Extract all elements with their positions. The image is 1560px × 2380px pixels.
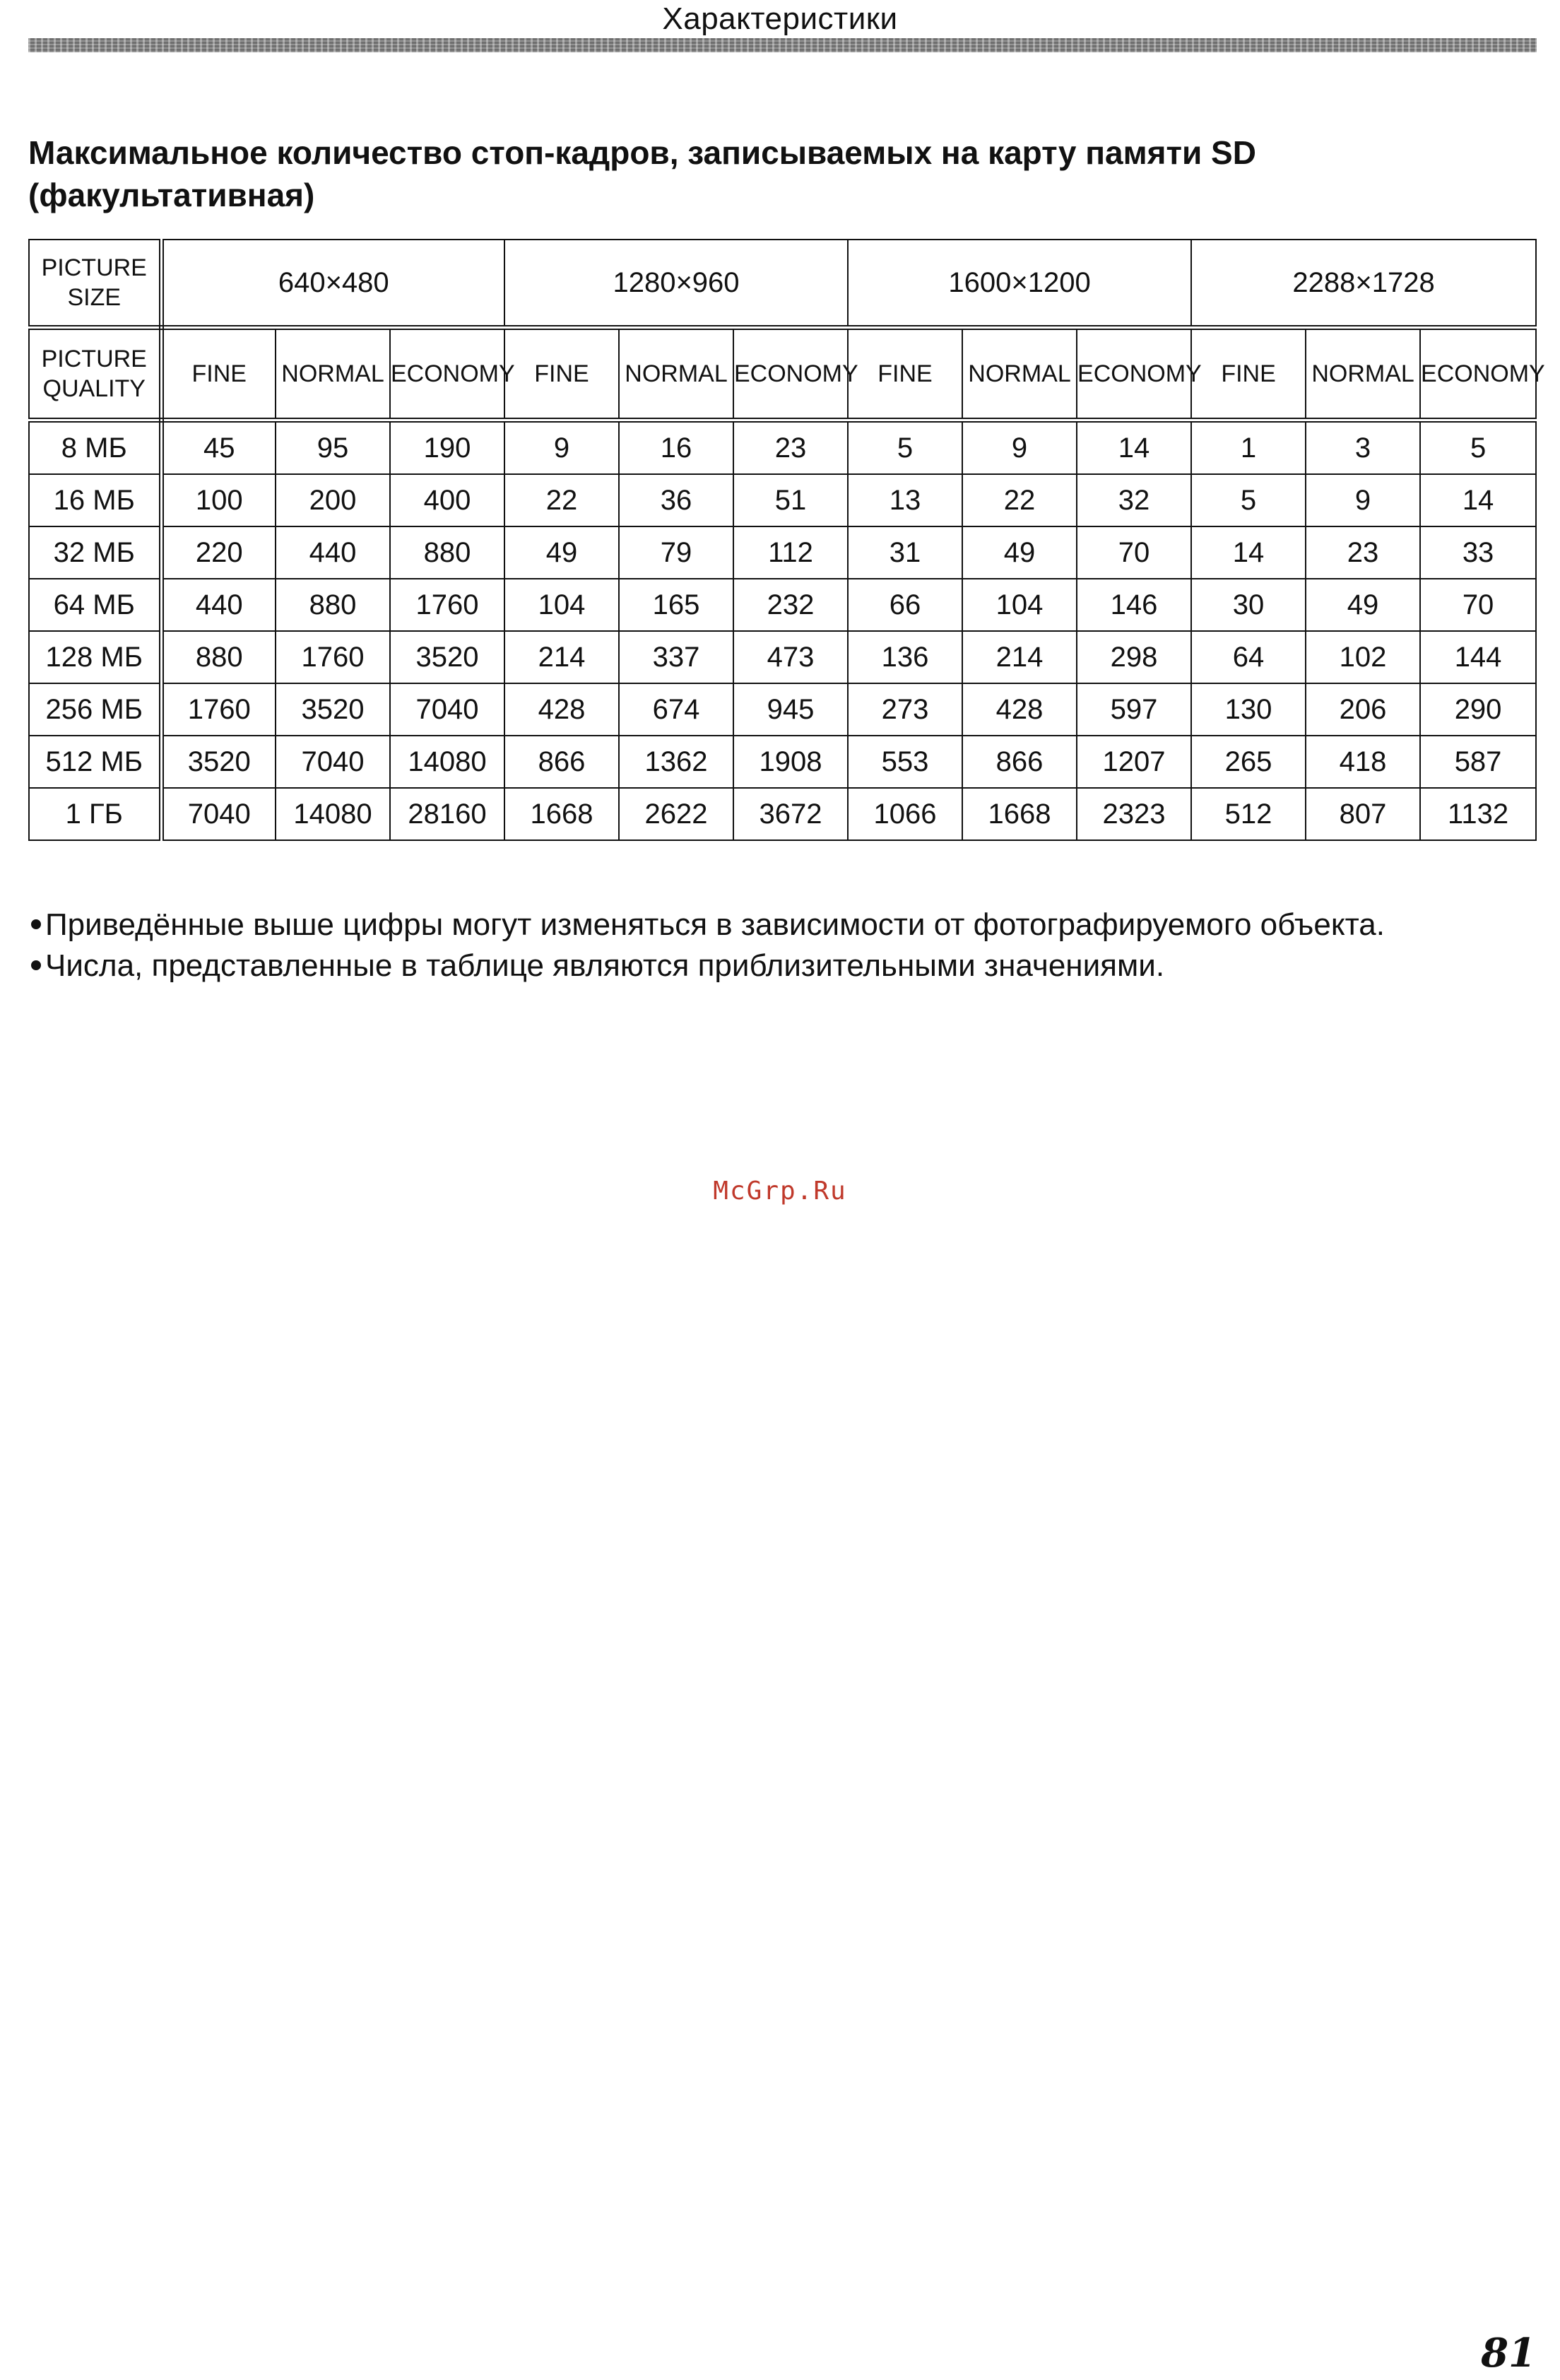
frame-count-cell: 5: [1420, 420, 1536, 475]
frame-count-cell: 3520: [390, 631, 504, 683]
page-header-title: Характеристики: [662, 1, 898, 36]
frame-count-cell: 45: [161, 420, 276, 475]
frame-count-cell: 440: [276, 526, 390, 579]
frame-count-cell: 3672: [733, 788, 848, 840]
frame-count-cell: 144: [1420, 631, 1536, 683]
frame-count-cell: 5: [1191, 474, 1306, 526]
frame-count-cell: 28160: [390, 788, 504, 840]
resolution-header: 2288×1728: [1191, 240, 1536, 328]
quality-header: NORMAL: [962, 328, 1077, 420]
frame-count-cell: 7040: [161, 788, 276, 840]
frame-count-cell: 190: [390, 420, 504, 475]
quality-header: FINE: [848, 328, 962, 420]
frame-count-cell: 3520: [161, 736, 276, 788]
frame-count-cell: 13: [848, 474, 962, 526]
bullet-icon: [31, 960, 41, 970]
frame-count-cell: 674: [619, 683, 733, 736]
frame-count-cell: 220: [161, 526, 276, 579]
frame-count-cell: 1207: [1077, 736, 1191, 788]
frame-count-cell: 880: [161, 631, 276, 683]
capacity-table: [28, 239, 1545, 841]
card-capacity-cell: 512 МБ: [29, 736, 161, 788]
frame-count-cell: 51: [733, 474, 848, 526]
frame-count-cell: 206: [1306, 683, 1420, 736]
frame-count-cell: 2622: [619, 788, 733, 840]
table-row: [29, 474, 1536, 526]
section-title-line-1: Максимальное количество стоп-кадров, записываемых на карту памяти SD: [28, 134, 1256, 171]
table-row: [29, 736, 1536, 788]
card-capacity-cell: 32 МБ: [29, 526, 161, 579]
frame-count-cell: 553: [848, 736, 962, 788]
frame-count-cell: 298: [1077, 631, 1191, 683]
frame-count-cell: 146: [1077, 579, 1191, 631]
frame-count-cell: 16: [619, 420, 733, 475]
frame-count-cell: 428: [962, 683, 1077, 736]
notes: [28, 905, 1540, 986]
frame-count-cell: 64: [1191, 631, 1306, 683]
frame-count-cell: 866: [962, 736, 1077, 788]
table-row: [29, 683, 1536, 736]
frame-count-cell: 49: [1306, 579, 1420, 631]
frame-count-cell: 22: [504, 474, 619, 526]
frame-count-cell: 49: [504, 526, 619, 579]
frame-count-cell: 30: [1191, 579, 1306, 631]
frame-count-cell: 400: [390, 474, 504, 526]
frame-count-cell: 1760: [161, 683, 276, 736]
frame-count-cell: 79: [619, 526, 733, 579]
resolution-header: 1600×1200: [848, 240, 1191, 328]
frame-count-cell: 23: [733, 420, 848, 475]
card-capacity-cell: 16 МБ: [29, 474, 161, 526]
frame-count-cell: 70: [1077, 526, 1191, 579]
frame-count-cell: 14: [1077, 420, 1191, 475]
frame-count-cell: 31: [848, 526, 962, 579]
frame-count-cell: 1362: [619, 736, 733, 788]
page-number: 81: [1481, 2330, 1536, 2376]
table-row: [29, 420, 1536, 475]
frame-count-cell: 440: [161, 579, 276, 631]
frame-count-cell: 112: [733, 526, 848, 579]
frame-count-cell: 23: [1306, 526, 1420, 579]
picture-size-label: PICTURE SIZE: [29, 240, 161, 328]
frame-count-cell: 587: [1420, 736, 1536, 788]
frame-count-cell: 102: [1306, 631, 1420, 683]
note-item: Числа, представленные в таблице являются приблизительными значениями.: [28, 945, 1540, 986]
frame-count-cell: 265: [1191, 736, 1306, 788]
frame-count-cell: 1: [1191, 420, 1306, 475]
quality-header: FINE: [1191, 328, 1306, 420]
frame-count-cell: 1760: [390, 579, 504, 631]
frame-count-cell: 880: [276, 579, 390, 631]
section-title: [28, 131, 1512, 216]
frame-count-cell: 200: [276, 474, 390, 526]
header-rule: [28, 38, 1537, 52]
frame-count-cell: 1908: [733, 736, 848, 788]
quality-header: NORMAL: [276, 328, 390, 420]
table-row: [29, 631, 1536, 683]
frame-count-cell: 104: [962, 579, 1077, 631]
frame-count-cell: 512: [1191, 788, 1306, 840]
card-capacity-cell: 8 МБ: [29, 420, 161, 475]
frame-count-cell: 3520: [276, 683, 390, 736]
frame-count-cell: 273: [848, 683, 962, 736]
quality-header: ECONOMY: [733, 328, 848, 420]
table-row: [29, 579, 1536, 631]
quality-header: NORMAL: [619, 328, 733, 420]
frame-count-cell: 14080: [276, 788, 390, 840]
frame-count-cell: 214: [504, 631, 619, 683]
frame-count-cell: 9: [1306, 474, 1420, 526]
table-row: [29, 788, 1536, 840]
frame-count-cell: 1668: [962, 788, 1077, 840]
frame-count-cell: 880: [390, 526, 504, 579]
quality-header: ECONOMY: [390, 328, 504, 420]
frame-count-cell: 22: [962, 474, 1077, 526]
frame-count-cell: 945: [733, 683, 848, 736]
frame-count-cell: 14: [1420, 474, 1536, 526]
frame-count-cell: 70: [1420, 579, 1536, 631]
card-capacity-cell: 1 ГБ: [29, 788, 161, 840]
frame-count-cell: 214: [962, 631, 1077, 683]
frame-count-cell: 1668: [504, 788, 619, 840]
card-capacity-cell: 64 МБ: [29, 579, 161, 631]
frame-count-cell: 807: [1306, 788, 1420, 840]
note-item: Приведённые выше цифры могут изменяться в зависимости от фотографируемого объекта.: [28, 905, 1540, 945]
picture-quality-label: PICTURE QUALITY: [29, 328, 161, 420]
frame-count-cell: 1760: [276, 631, 390, 683]
frame-count-cell: 33: [1420, 526, 1536, 579]
resolution-header: 640×480: [161, 240, 504, 328]
frame-count-cell: 14080: [390, 736, 504, 788]
quality-header: FINE: [161, 328, 276, 420]
frame-count-cell: 7040: [276, 736, 390, 788]
frame-count-cell: 866: [504, 736, 619, 788]
frame-count-cell: 9: [962, 420, 1077, 475]
picture-quality-row: [29, 328, 1536, 420]
card-capacity-cell: 128 МБ: [29, 631, 161, 683]
quality-header: ECONOMY: [1420, 328, 1536, 420]
frame-count-cell: 1132: [1420, 788, 1536, 840]
frame-count-cell: 36: [619, 474, 733, 526]
section-title-line-2: (факультативная): [28, 177, 315, 213]
frame-count-cell: 100: [161, 474, 276, 526]
frame-count-cell: 7040: [390, 683, 504, 736]
frame-count-cell: 95: [276, 420, 390, 475]
frame-count-cell: 337: [619, 631, 733, 683]
frame-count-cell: 3: [1306, 420, 1420, 475]
quality-header: ECONOMY: [1077, 328, 1191, 420]
frame-count-cell: 104: [504, 579, 619, 631]
frame-count-cell: 32: [1077, 474, 1191, 526]
frame-count-cell: 1066: [848, 788, 962, 840]
watermark: McGrp.Ru: [713, 1177, 847, 1206]
frame-count-cell: 428: [504, 683, 619, 736]
frame-count-cell: 14: [1191, 526, 1306, 579]
frame-count-cell: 165: [619, 579, 733, 631]
frame-count-cell: 136: [848, 631, 962, 683]
card-capacity-cell: 256 МБ: [29, 683, 161, 736]
frame-count-cell: 473: [733, 631, 848, 683]
frame-count-cell: 597: [1077, 683, 1191, 736]
frame-count-cell: 2323: [1077, 788, 1191, 840]
frame-count-cell: 66: [848, 579, 962, 631]
picture-size-row: [29, 240, 1536, 328]
quality-header: FINE: [504, 328, 619, 420]
frame-count-cell: 5: [848, 420, 962, 475]
frame-count-cell: 418: [1306, 736, 1420, 788]
bullet-icon: [31, 919, 41, 929]
frame-count-cell: 49: [962, 526, 1077, 579]
resolution-header: 1280×960: [504, 240, 848, 328]
frame-count-cell: 290: [1420, 683, 1536, 736]
table-row: [29, 526, 1536, 579]
frame-count-cell: 130: [1191, 683, 1306, 736]
frame-count-cell: 232: [733, 579, 848, 631]
frame-count-cell: 9: [504, 420, 619, 475]
quality-header: NORMAL: [1306, 328, 1420, 420]
capacity-table-wrapper: [28, 239, 1545, 841]
